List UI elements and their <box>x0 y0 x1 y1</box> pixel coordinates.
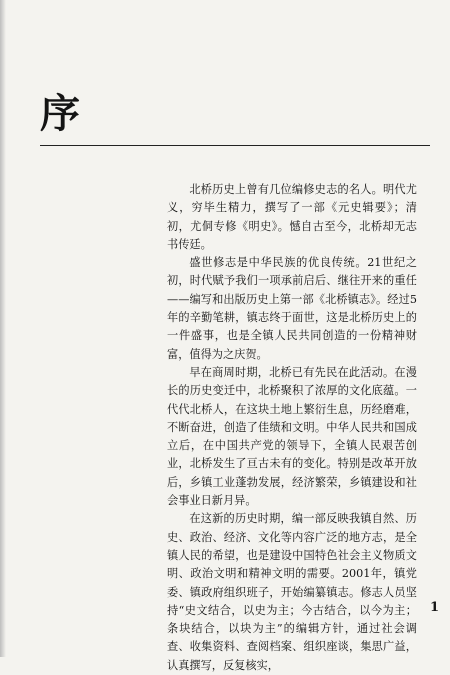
paragraph-2: 盛世修志是中华民族的优良传统。21世纪之初，时代赋予我们一项承前启后、继往开来的重任——编写和出版历史上第一部《北桥镇志》。经过5年的辛勤笔耕，镇志终于面世，这是北桥历史上的一件盛事，也是全镇人民共同创造的一份精神财富，值得为之庆贺。 <box>167 256 417 361</box>
page-number: 1 <box>430 600 440 615</box>
paragraph-1: 北桥历史上曾有几位编修史志的名人。明代尤义，穷毕生精力，撰写了一部《元史辑要》；清初，尤侗专修《明史》。憾自古至今，北桥却无志书传廷。 <box>167 183 417 251</box>
paragraph-3: 早在商周时期，北桥已有先民在此活动。在漫长的历史变迁中，北桥聚积了浓厚的文化底蕴。一代代北桥人，在这块土地上繁衍生息，历经磨难，不断奋进，创造了佳绩和文明。中华人民共和国成立后，在中国共产党的领导下，全镇人民艰苦创业，北桥发生了亘古未有的变化。特别是改革开放后，乡镇工业蓬勃发展，经济繁荣，乡镇建设和社会事业日新月异。 <box>167 365 417 508</box>
preface-body <box>167 181 417 675</box>
paragraph-4: 在这新的历史时期，编一部反映我镇自然、历史、政治、经济、文化等内容广泛的地方志，是全镇人民的希望，也是建设中国特色社会主义物质文明、政治文明和精神文明的需要。2001年，镇党委、镇政府组织班子，开始编纂镇志。修志人员坚持“史文结合，以史为主；今古结合，以今为主；条块结合，以块为主”的编辑方针，通过社会调查、收集资料、查阅档案、组织座谈，集思广益，认真撰写，反复核实， <box>167 512 417 672</box>
title-rule <box>40 145 430 146</box>
binding-shadow <box>0 0 6 657</box>
page-title: 序 <box>40 90 80 137</box>
